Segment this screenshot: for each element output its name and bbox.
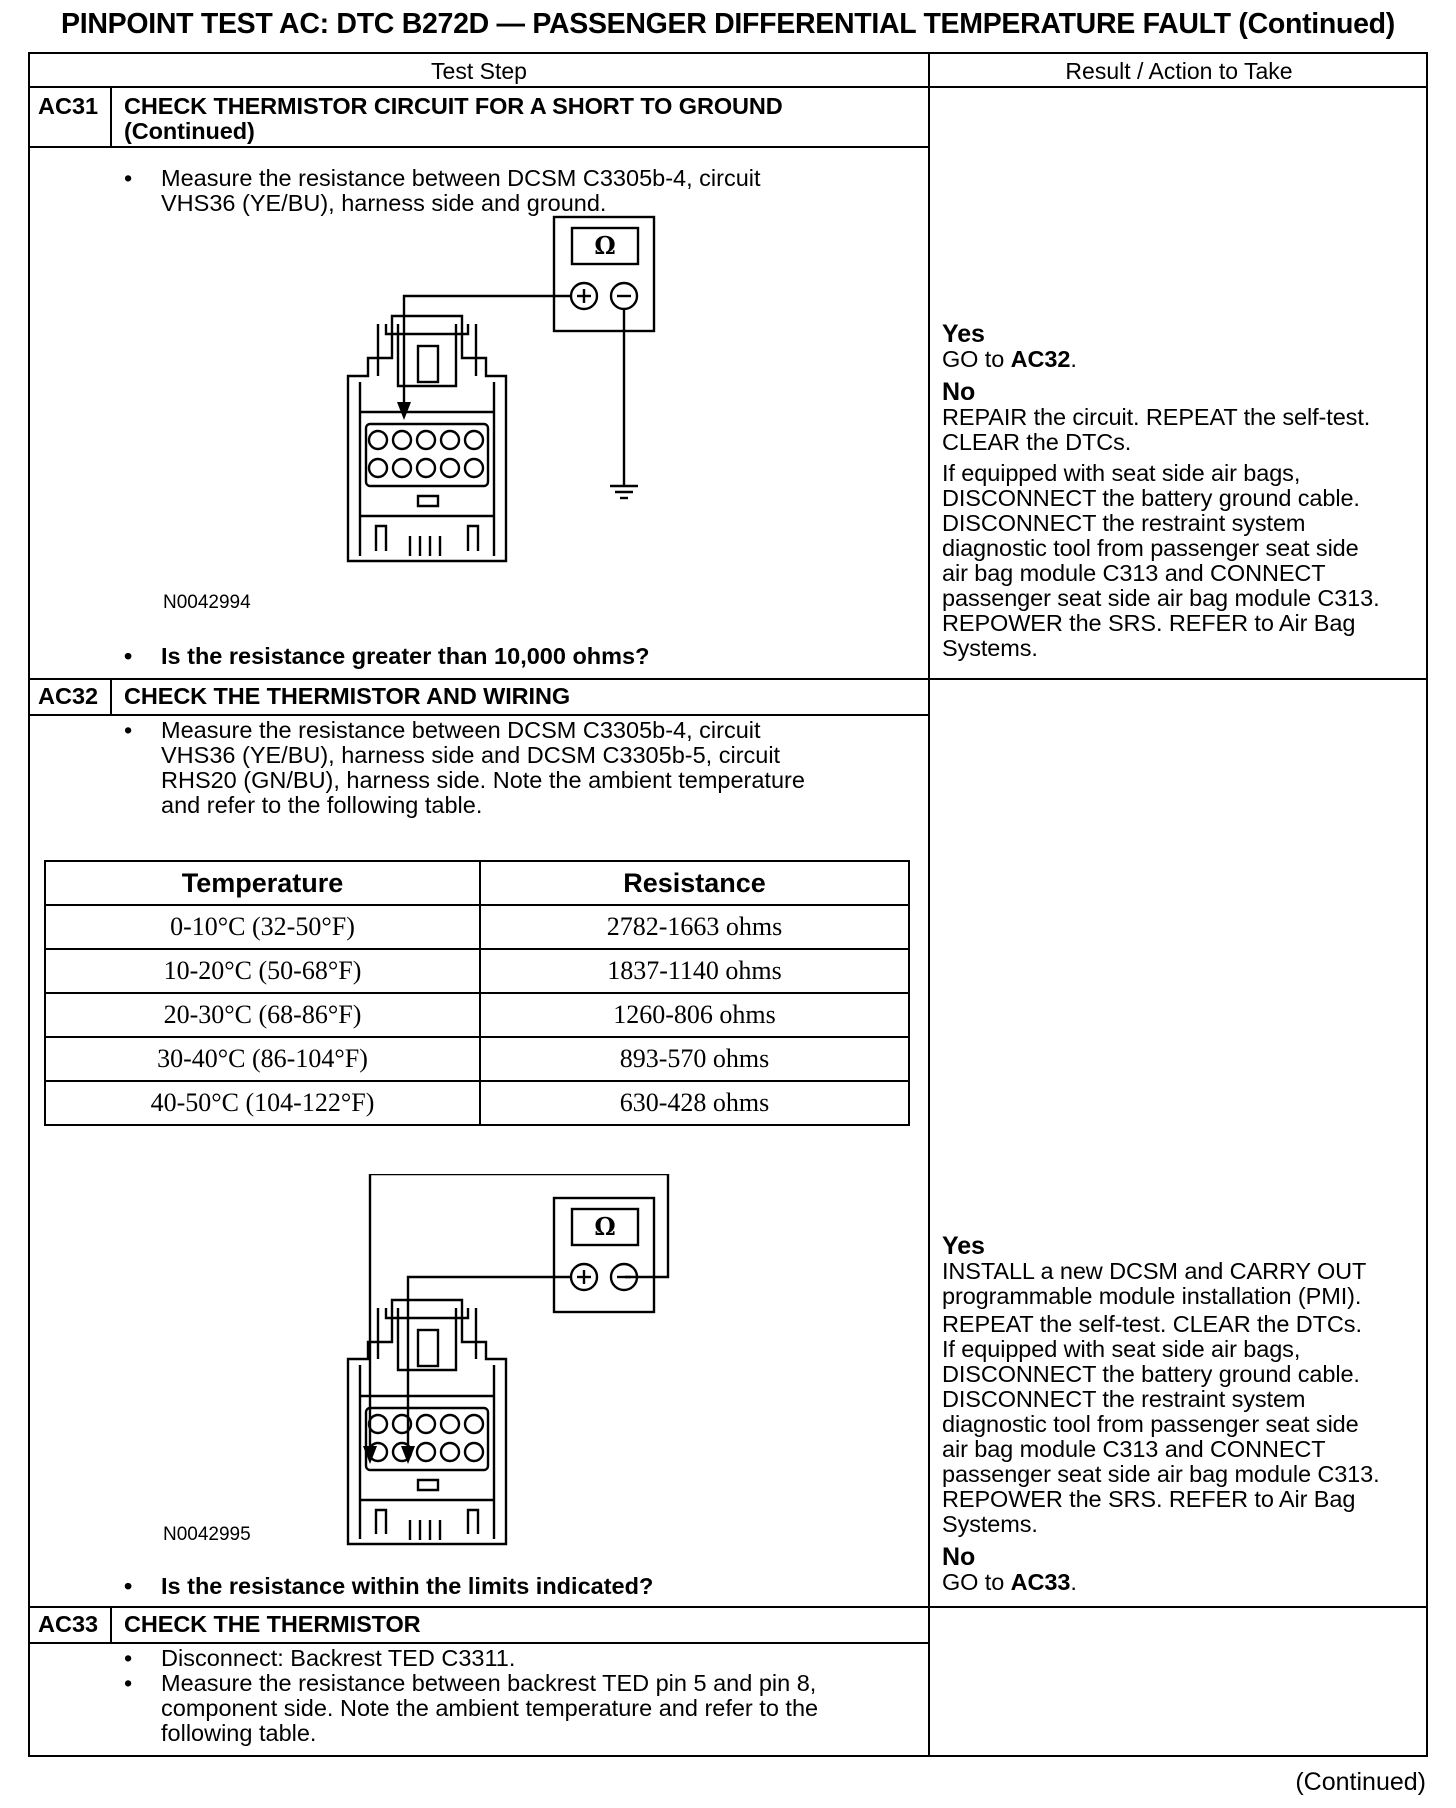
ohm-symbol: Ω: [594, 231, 616, 260]
table-row: [45, 1081, 909, 1125]
yes-action-line: If equipped with seat side air bags,: [942, 1336, 1301, 1362]
bullet-line: RHS20 (GN/BU), harness side. Note the ambient temperature: [161, 767, 805, 793]
table-cell: 10-20°C (50-68°F): [45, 949, 480, 993]
bullet-line: Measure the resistance between backrest TED pin 5 and pin 8,: [161, 1670, 817, 1696]
table-cell: 1837-1140 ohms: [480, 949, 909, 993]
bullet-ac33-disconnect: [124, 1646, 904, 1671]
no-action-line: REPAIR the circuit. REPEAT the self-test.: [942, 404, 1371, 430]
no-action-line: diagnostic tool from passenger seat side: [942, 535, 1359, 561]
question-text: Is the resistance greater than 10,000 ohms?: [161, 643, 650, 669]
result-ac31: [942, 322, 1380, 661]
connector-pins: [369, 431, 483, 477]
question-ac31: [124, 644, 904, 669]
yes-label: Yes: [942, 1232, 985, 1260]
bullet-char: •: [124, 1670, 133, 1696]
bullet-line: and refer to the following table.: [161, 792, 483, 818]
goto-ac32-link[interactable]: AC32: [1010, 346, 1071, 372]
yes-action-line: programmable module installation (PMI).: [942, 1283, 1362, 1309]
no-action-line: Systems.: [942, 635, 1038, 661]
step-title-rule: [30, 714, 928, 716]
question-text: Is the resistance within the limits indicated?: [161, 1573, 654, 1599]
bullet-char: •: [124, 1645, 133, 1671]
no-action-line: If equipped with seat side air bags,: [942, 460, 1301, 486]
bullet-line: following table.: [161, 1720, 317, 1746]
yes-action-line: diagnostic tool from passenger seat side: [942, 1411, 1359, 1437]
header-result: Result / Action to Take: [1065, 58, 1293, 84]
yes-action-line: REPOWER the SRS. REFER to Air Bag: [942, 1486, 1356, 1512]
yes-action-line: DISCONNECT the battery ground cable.: [942, 1361, 1360, 1387]
header-test-step: Test Step: [431, 58, 527, 84]
table-cell: 0-10°C (32-50°F): [45, 905, 480, 949]
step-title-rule: [30, 1642, 928, 1644]
table-cell: 30-40°C (86-104°F): [45, 1037, 480, 1081]
yes-action-line: passenger seat side air bag module C313.: [942, 1461, 1380, 1487]
yes-action-text: .: [1070, 346, 1077, 372]
no-action-text: .: [1070, 1569, 1077, 1595]
yes-action-line: INSTALL a new DCSM and CARRY OUT: [942, 1258, 1367, 1284]
header-rule: [30, 86, 1426, 88]
no-label: No: [942, 1543, 976, 1571]
no-action-line: REPOWER the SRS. REFER to Air Bag: [942, 610, 1356, 636]
column-divider: [928, 54, 930, 1755]
table-cell: 630-428 ohms: [480, 1081, 909, 1125]
table-cell: 20-30°C (68-86°F): [45, 993, 480, 1037]
bullet-char: •: [124, 165, 133, 191]
bullet-char: •: [124, 1573, 133, 1599]
goto-ac33-link[interactable]: AC33: [1010, 1569, 1071, 1595]
step-id-divider: [110, 86, 112, 146]
table-row: [45, 949, 909, 993]
bullet-line: component side. Note the ambient temperature and refer to the: [161, 1695, 819, 1721]
bullet-line: VHS36 (YE/BU), harness side and ground.: [161, 190, 607, 216]
question-ac32: [124, 1574, 904, 1599]
step-title-ac32: CHECK THE THERMISTOR AND WIRING: [124, 683, 571, 709]
table-cell: 893-570 ohms: [480, 1037, 909, 1081]
yes-action-line: DISCONNECT the restraint system: [942, 1386, 1306, 1412]
page-title: PINPOINT TEST AC: DTC B272D — PASSENGER DIFFERENTIAL TEMPERATURE FAULT (Continued): [61, 8, 1395, 40]
table-cell: 1260-806 ohms: [480, 993, 909, 1037]
resistance-table: [44, 860, 910, 1126]
step-id-divider: [110, 1606, 112, 1642]
no-action-line: CLEAR the DTCs.: [942, 429, 1132, 455]
bullet-ac33-measure: [124, 1671, 904, 1746]
connector-diagram-thermistor: [250, 1174, 670, 1614]
step-title-line: CHECK THERMISTOR CIRCUIT FOR A SHORT TO GROUND: [124, 93, 783, 119]
bullet-line: VHS36 (YE/BU), harness side and DCSM C3305b-5, circuit: [161, 742, 781, 768]
bullet-char: •: [124, 717, 133, 743]
step-id-divider: [110, 678, 112, 714]
connector-pins: [369, 1415, 483, 1461]
step-id-ac33: AC33: [38, 1611, 99, 1637]
connector-diagram-ground: [250, 206, 670, 656]
yes-action: [942, 347, 1380, 372]
no-action-line: DISCONNECT the restraint system: [942, 510, 1306, 536]
continued-footer: (Continued): [1295, 1768, 1426, 1796]
result-ac32: [942, 1234, 1380, 1595]
step-title-ac31: [124, 94, 783, 144]
table-cell: 40-50°C (104-122°F): [45, 1081, 480, 1125]
step-rule: [30, 678, 1426, 680]
table-cell: 2782-1663 ohms: [480, 905, 909, 949]
bullet-line: Disconnect: Backrest TED C3311.: [161, 1645, 516, 1671]
yes-action-line: air bag module C313 and CONNECT: [942, 1436, 1326, 1462]
no-action-text: GO to: [942, 1569, 1011, 1595]
table-row: [45, 1037, 909, 1081]
no-action-line: passenger seat side air bag module C313.: [942, 585, 1380, 611]
table-row: [45, 993, 909, 1037]
step-id-ac31: AC31: [38, 93, 99, 119]
step-id-ac32: AC32: [38, 683, 99, 709]
pinpoint-test-table: [28, 52, 1428, 1757]
ohm-symbol: Ω: [594, 1212, 616, 1241]
table-row: [45, 905, 909, 949]
step-title-line: (Continued): [124, 118, 255, 144]
yes-label: Yes: [942, 320, 985, 348]
no-action: [942, 1570, 1380, 1595]
yes-action-line: REPEAT the self-test. CLEAR the DTCs.: [942, 1311, 1362, 1337]
bullet-ac32-measure: [124, 718, 904, 818]
bullet-line: Measure the resistance between DCSM C3305b-4, circuit: [161, 165, 761, 191]
probe-lead-positive: [404, 296, 571, 404]
figure-id-ac32: N0042995: [163, 1524, 251, 1545]
no-label: No: [942, 378, 976, 406]
table-header-row: [45, 861, 909, 905]
no-action-line: DISCONNECT the battery ground cable.: [942, 485, 1360, 511]
step-title-rule: [30, 146, 928, 148]
figure-id-ac31: N0042994: [163, 592, 251, 613]
bullet-line: Measure the resistance between DCSM C3305b-4, circuit: [161, 717, 761, 743]
yes-action-text: GO to: [942, 346, 1011, 372]
step-title-ac33: CHECK THE THERMISTOR: [124, 1611, 421, 1637]
table-header: Resistance: [480, 861, 909, 905]
table-header: Temperature: [45, 861, 480, 905]
no-action-line: air bag module C313 and CONNECT: [942, 560, 1326, 586]
probe-lead-positive: [408, 1277, 571, 1448]
step-rule: [30, 1606, 1426, 1608]
bullet-char: •: [124, 643, 133, 669]
yes-action-line: Systems.: [942, 1511, 1038, 1537]
